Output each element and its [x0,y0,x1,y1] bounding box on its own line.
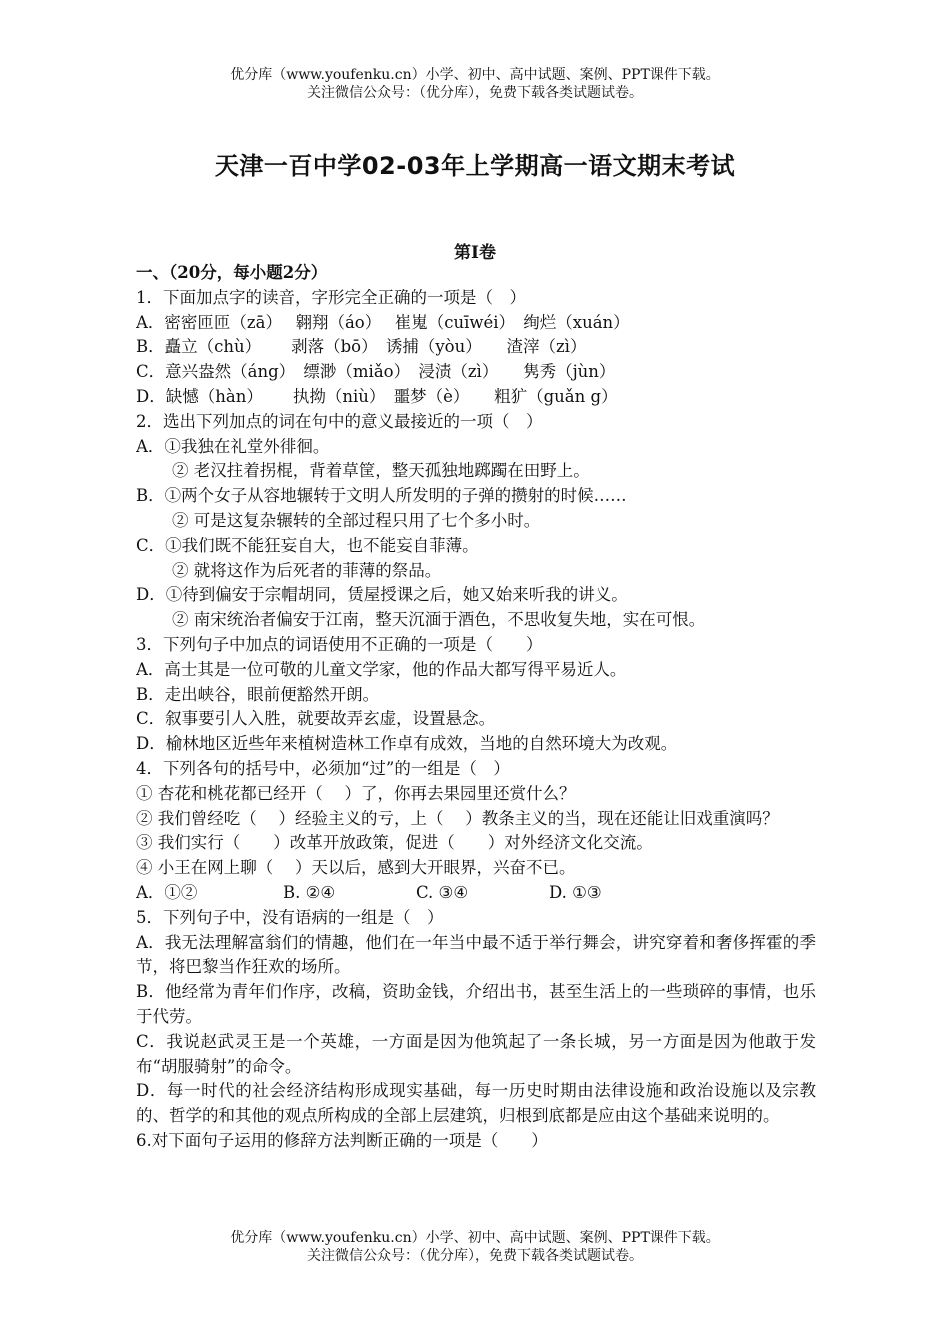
section-heading: 一、（20分，每小题2分） [136,263,328,282]
question-stem: 1．下面加点字的读音，字形完全正确的一项是（ ） [136,287,526,307]
option-d: D. ①③ [549,882,602,902]
option-a: A．密密匝匝（zā） 翱翔（áo） 崔嵬（cuīwéi） 绚烂（xuán） [136,312,630,332]
sentence-1: ① 杏花和桃花都已经开（ ）了，你再去果园里还赏什么？ [136,783,576,803]
option-d: D．缺憾（hàn） 执拗（niù） 噩梦（è） 粗犷（guǎn g） [136,386,618,406]
sentence-4: ④ 小王在网上聊（ ）天以后，感到大开眼界，兴奋不已。 [136,858,576,878]
question-stem: 2．选出下列加点的词在句中的意义最接近的一项（ ） [136,411,543,431]
exam-body [136,261,816,1154]
option-b: B. ②④ [283,882,336,902]
sentence-3: ③ 我们实行（ ）改革开放政策，促进（ ）对外经济文化交流。 [136,833,653,853]
option-a-sentence-2: ② 老汉拄着拐棍，背着草筐，整天孤独地踯躅在田野上。 [172,461,590,481]
option-b: B．他经常为青年们作序，改稿，资助金钱，介绍出书，甚至生活上的一些琐碎的事情，也乐于代劳。 [136,982,816,1026]
question-stem: 5．下列句子中，没有语病的一组是（ ） [136,907,444,927]
option-d-sentence-2: ② 南宋统治者偏安于江南，整天沉湎于酒色，不思收复失地，实在可恨。 [172,610,706,630]
header-line-1: 优分库（www.youfenku.cn）小学、初中、高中试题、案例、PPT课件下载。 [230,67,720,83]
option-a: A．①② [136,882,198,902]
question-3 [136,633,816,757]
answer-options [136,881,816,906]
question-6 [136,1129,816,1154]
option-a: A．我无法理解富翁们的情趣，他们在一年当中最不适于举行舞会，讲究穿着和奢侈挥霍的季节，将巴黎当作狂欢的场所。 [136,932,816,977]
option-b: B．走出峡谷，眼前便豁然开朗。 [136,684,380,704]
page-footer [0,1229,950,1265]
option-c: C. ③④ [416,882,469,902]
page-header [0,66,950,102]
question-stem: 6.对下面句子运用的修辞方法判断正确的一项是（ ） [136,1130,548,1150]
question-4 [136,757,816,906]
question-5 [136,906,816,1129]
option-b-sentence-1: B．①两个女子从容地辗转于文明人所发明的子弹的攒射的时候…… [136,486,627,506]
option-d: D．榆林地区近些年来植树造林工作卓有成效，当地的自然环境大为改观。 [136,734,678,754]
question-stem: 3．下列句子中加点的词语使用不正确的一项是（ ） [136,634,543,654]
option-b: B．矗立（chù） 剥落（bō） 诱捕（yòu） 渣滓（zì） [136,337,587,357]
option-d-sentence-1: D．①待到偏安于宗帽胡同，赁屋授课之后，她又始来听我的讲义。 [136,585,628,605]
question-1 [136,286,816,410]
footer-line-1: 优分库（www.youfenku.cn）小学、初中、高中试题、案例、PPT课件下载。 [230,1230,720,1246]
question-2 [136,410,816,633]
volume-heading: 第Ⅰ卷 [454,243,496,263]
footer-line-2: 关注微信公众号：（优分库），免费下载各类试题试卷。 [307,1248,643,1264]
sentence-2: ② 我们曾经吃（ ）经验主义的亏，上（ ）教条主义的当，现在还能让旧戏重演吗？ [136,808,779,828]
option-b-sentence-2: ② 可是这复杂辗转的全部过程只用了七个多小时。 [172,510,541,530]
option-d: D．每一时代的社会经济结构形成现实基础，每一历史时期由法律设施和政治设施以及宗教的、哲学的和其他的观点所构成的全部上层建筑，归根到底都是应由这个基础来说明的。 [136,1081,816,1126]
option-c-sentence-1: C．①我们既不能狂妄自大，也不能妄自菲薄。 [136,535,479,555]
question-stem: 4．下列各句的括号中，必须加“过”的一组是（ ） [136,758,510,778]
option-a-sentence-1: A．①我独在礼堂外徘徊。 [136,436,330,456]
header-line-2: 关注微信公众号：（优分库），免费下载各类试题试卷。 [307,85,643,101]
option-c: C．意兴盎然（áng） 缥渺（miǎo） 浸渍（zì） 隽秀（jùn） [136,362,616,382]
option-c-sentence-2: ② 就将这作为后死者的菲薄的祭品。 [172,560,442,580]
option-a: A．高士其是一位可敬的儿童文学家，他的作品大都写得平易近人。 [136,659,627,679]
exam-title: 天津一百中学02-03年上学期高一语文期末考试 [214,152,736,180]
option-c: C．叙事要引人入胜，就要故弄玄虚，设置悬念。 [136,709,496,729]
option-c: C．我说赵武灵王是一个英雄，一方面是因为他筑起了一条长城，另一方面是因为他敢于发布“胡服骑射”的命令。 [136,1031,816,1076]
